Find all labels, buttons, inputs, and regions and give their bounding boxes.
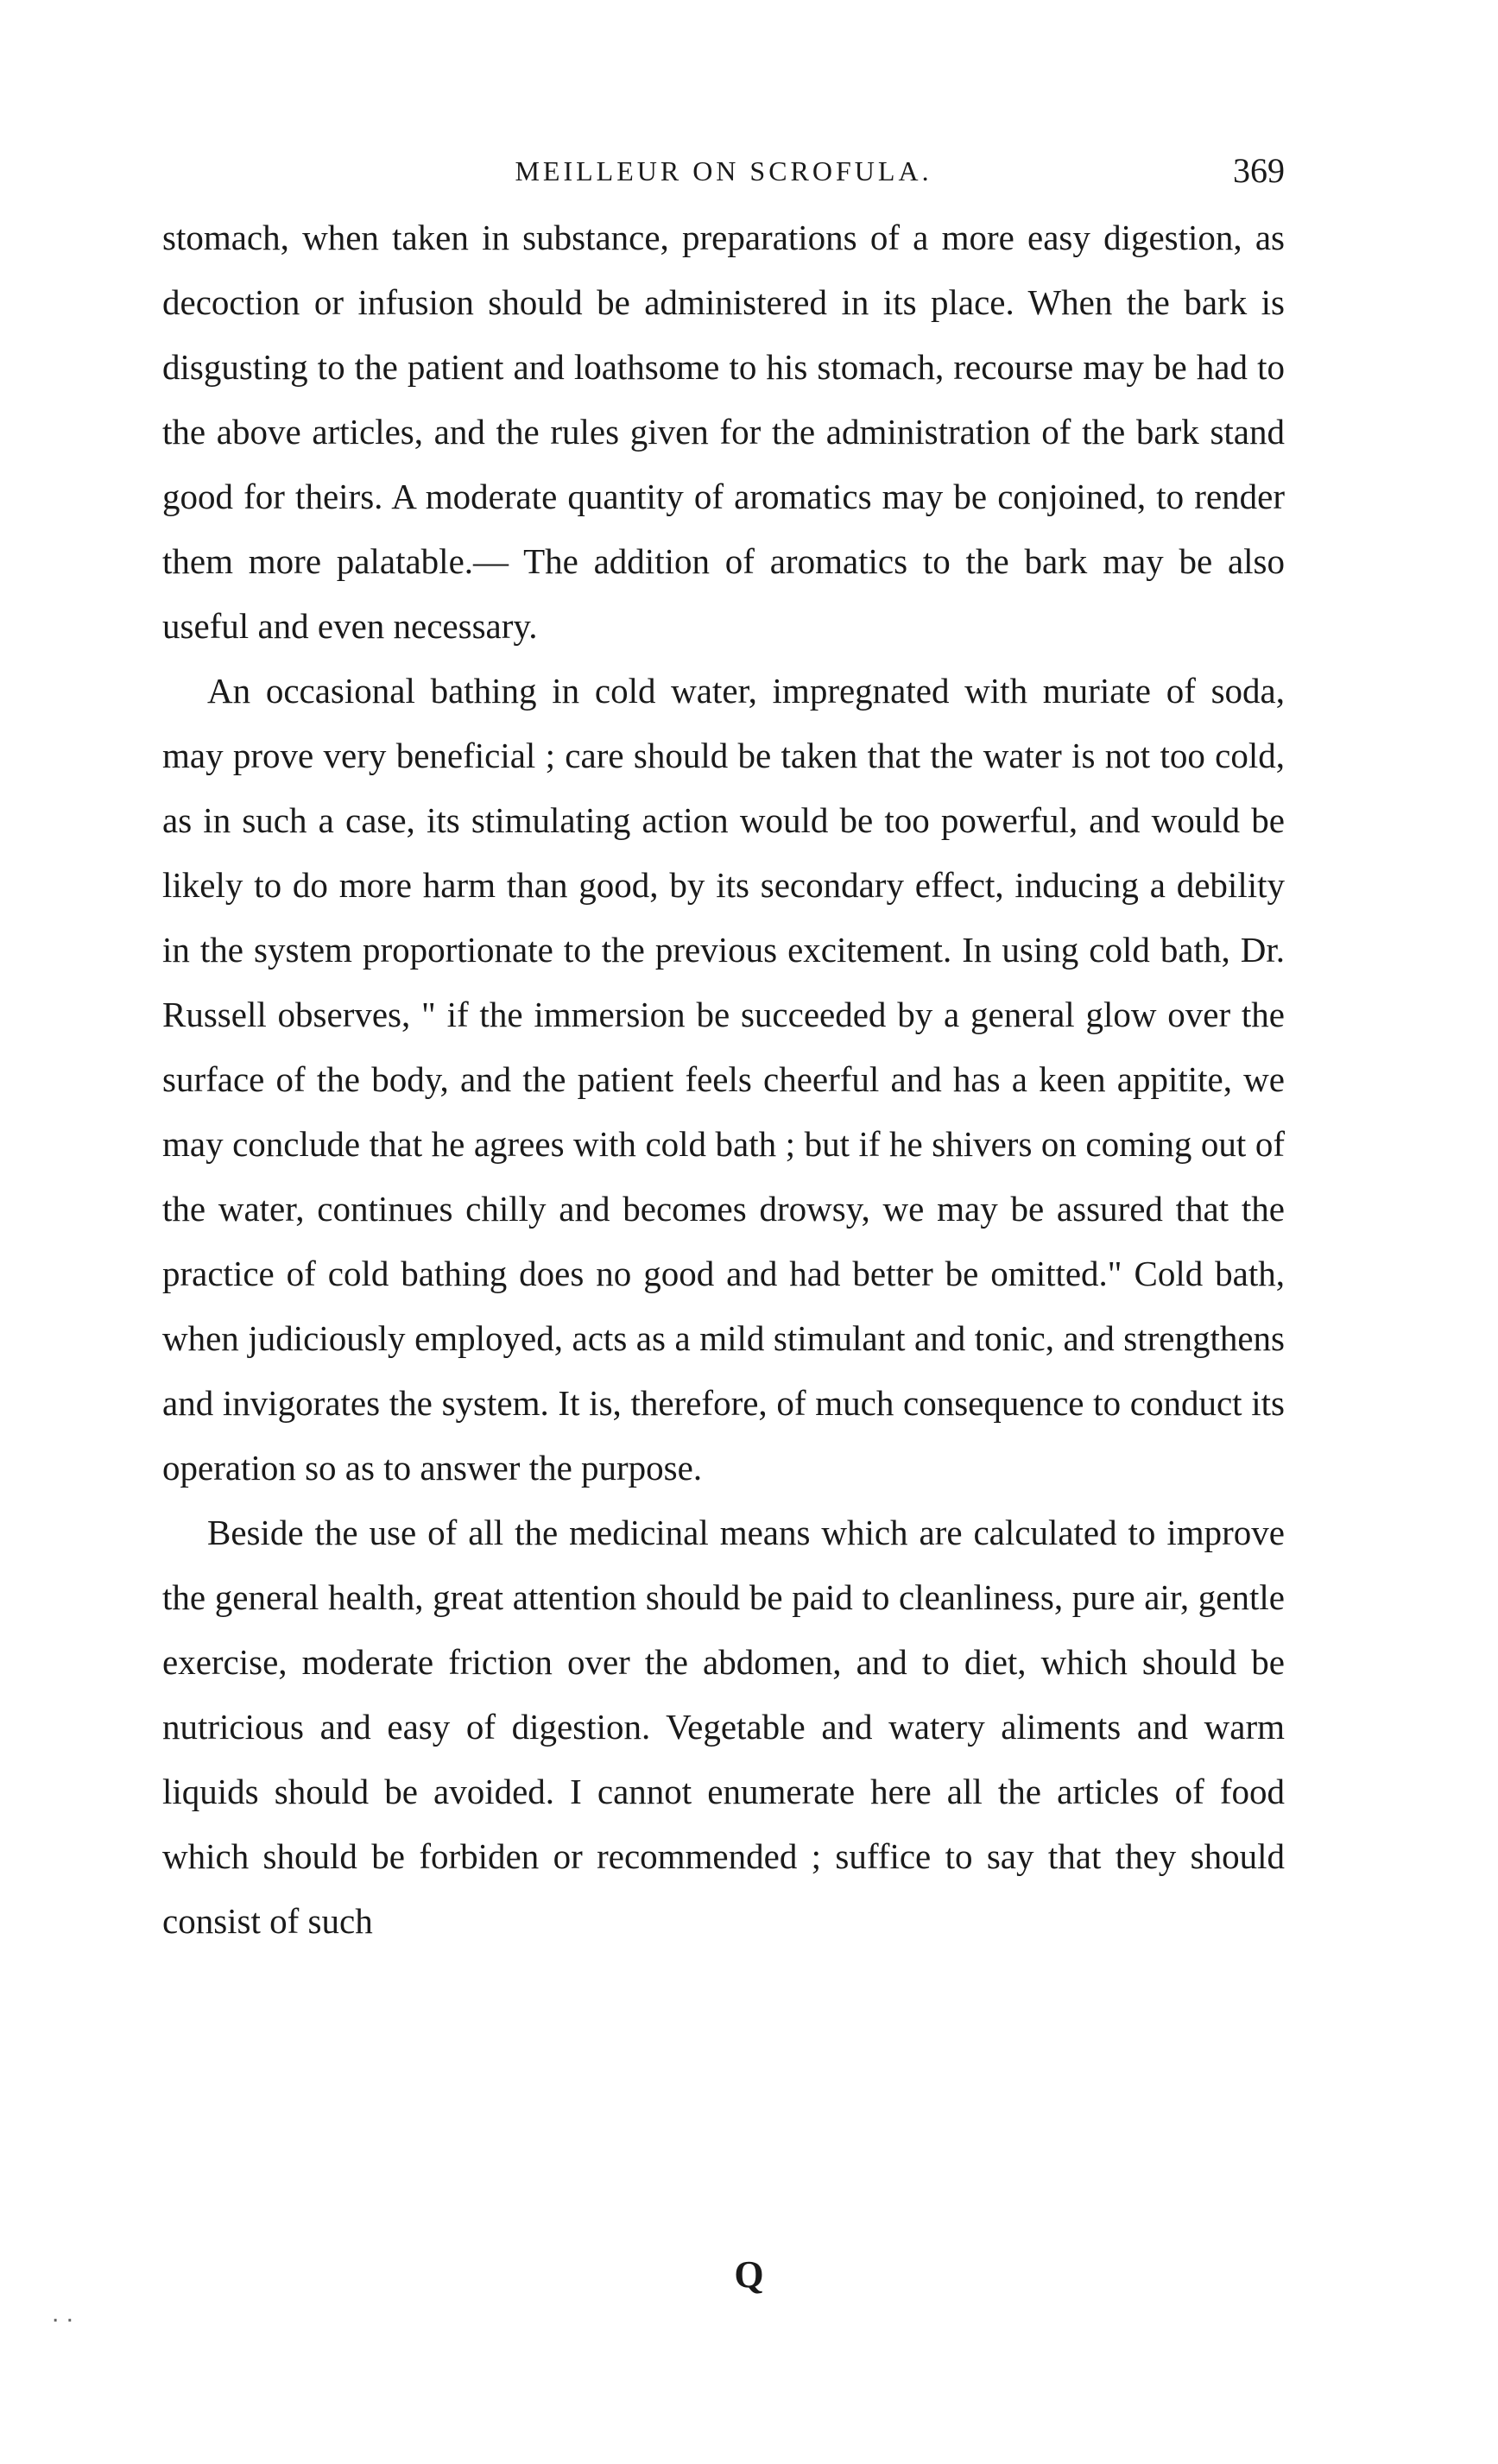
page-header: [162, 145, 1285, 197]
margin-mark: . .: [52, 2299, 74, 2328]
body-text: [162, 205, 1285, 1954]
paragraph-diet: Beside the use of all the medicinal means which are calculated to improve the general health, great attention should be paid to cleanliness, pure air, gentle exercise, moderate friction over the abdomen, and to diet, which should be nutricious and easy of digestion. Vegetable and watery aliments and warm liquids should be avoided. I cannot enumerate here all the articles of food which should be forbiden or recommended ; suffice to say that they should consist of such: [162, 1513, 1285, 1941]
running-head: MEILLEUR ON SCROFULA.: [515, 155, 932, 186]
paragraph-cold-bathing: An occasional bathing in cold water, impregnated with muriate of soda, may prove very beneficial ; care should be taken that the water is not too cold, as in such a case, its stimulating action would be too powerful, and would be likely to do more harm than good, by its secondary effect, inducing a debility in the system proportionate to the previous excitement. In using cold bath, Dr. Russell observes, " if the immersion be succeeded by a general glow over the surface of the body, and the patient feels cheerful and has a keen appitite, we may conclude that he agrees with cold bath ; but if he shivers on coming out of the water, continues chilly and becomes drowsy, we may be assured that the practice of cold bathing does no good and had better be omitted." Cold bath, when judiciously employed, acts as a mild stimulant and tonic, and strengthens and invigorates the system. It is, therefore, of much consequence to conduct its operation so as to answer the purpose.: [162, 671, 1285, 1488]
paragraph-continued: stomach, when taken in substance, preparations of a more easy digestion, as decoction or infusion should be administered in its place. When the bark is disgusting to the patient and loathsome to his stomach, recourse may be had to the above articles, and the rules given for the administration of the bark stand good for theirs. A moderate quantity of aromatics may be conjoined, to render them more palatable.— The addition of aromatics to the bark may be also useful and even necessary.: [162, 218, 1285, 646]
signature-mark: Q: [734, 2253, 764, 2296]
page-number: 369: [1233, 151, 1285, 190]
